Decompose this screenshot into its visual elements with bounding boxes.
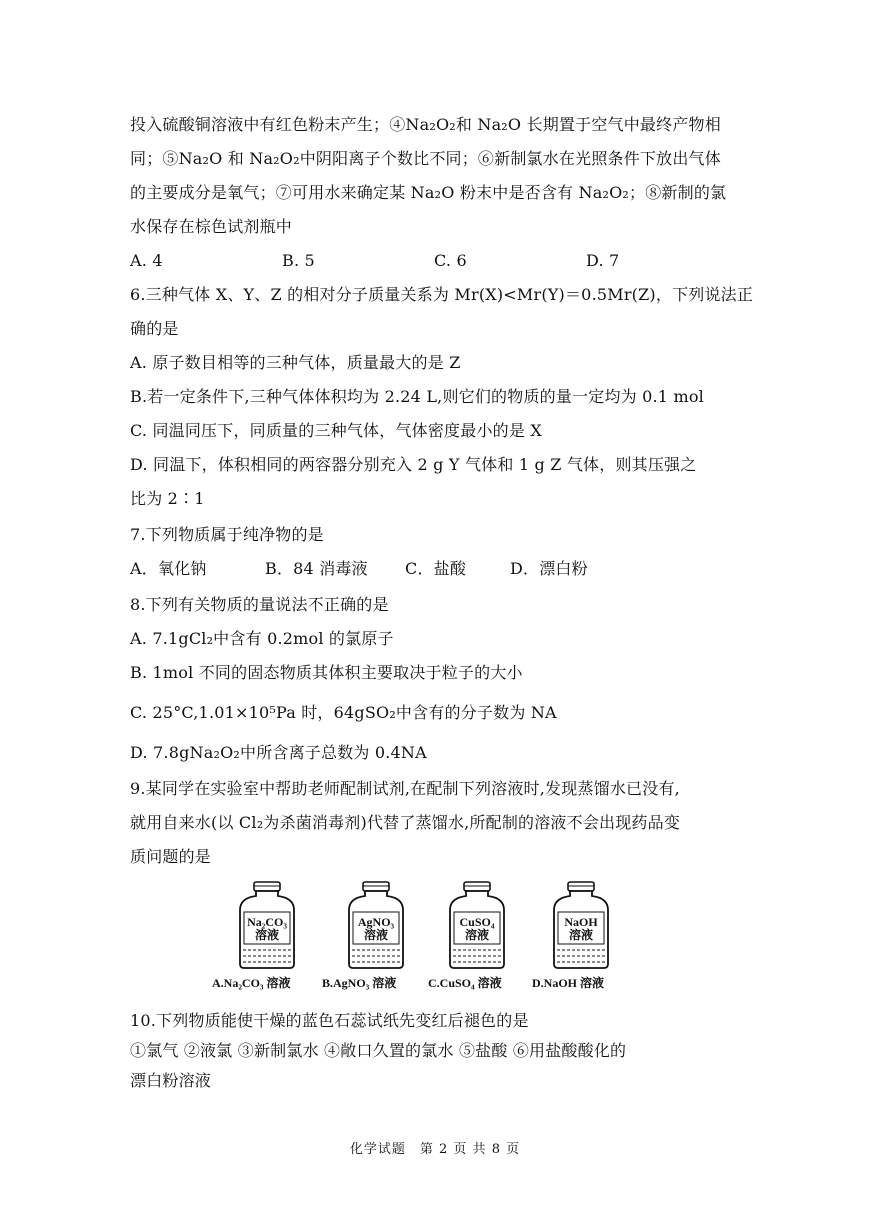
q8-choice-c: C. 25°C,1.01×10⁵Pa 时，64gSO₂中含有的分子数为 NA xyxy=(130,703,557,722)
q10-options: ①氯气 ②液氯 ③新制氯水 ④敞口久置的氯水 ⑤盐酸 ⑥用盐酸酸化的 xyxy=(130,1041,627,1060)
bottle-label: Na₂CO₃ 溶液 xyxy=(247,915,287,942)
q6-stem: 确的是 xyxy=(130,319,179,338)
bottle-caption-a: A.Na₂CO₃ 溶液 xyxy=(212,976,291,990)
bottle-caption-c: C.CuSO₄ 溶液 xyxy=(428,976,502,990)
text-line: 水保存在棕色试剂瓶中 xyxy=(130,217,293,236)
choice-a: A. 4 xyxy=(130,251,163,270)
text-line: 的主要成分是氧气；⑦可用水来确定某 Na₂O 粉末中是否含有 Na₂O₂；⑧新制的氯 xyxy=(130,183,727,202)
q9-stem: 9.某同学在实验室中帮助老师配制试剂,在配制下列溶液时,发现蒸馏水已没有, xyxy=(130,779,680,798)
q6-stem: 6.三种气体 X、Y、Z 的相对分子质量关系为 Mr(X)<Mr(Y)＝0.5Mr(Z)，下列说法正 xyxy=(130,285,754,304)
q9-stem: 就用自来水(以 Cl₂为杀菌消毒剂)代替了蒸馏水,所配制的溶液不会出现药品变 xyxy=(130,813,681,832)
choice-c: C. 6 xyxy=(434,251,467,270)
q9-stem: 质问题的是 xyxy=(130,847,212,866)
q6-choice-c: C. 同温同压下，同质量的三种气体，气体密度最小的是 X xyxy=(130,421,542,440)
q8-choice-d: D. 7.8gNa₂O₂中所含离子总数为 0.4NA xyxy=(130,743,427,762)
choice-a: A．氧化钠 xyxy=(130,559,207,578)
text-line: 投入硫酸铜溶液中有红色粉末产生；④Na₂O₂和 Na₂O 长期置于空气中最终产物相 xyxy=(130,115,721,134)
bottle-label: CuSO₄ 溶液 xyxy=(459,915,495,942)
bottle-caption-d: D.NaOH 溶液 xyxy=(532,976,605,990)
choice-d: D. 7 xyxy=(586,251,620,270)
q8-choice-a: A. 7.1gCl₂中含有 0.2mol 的氯原子 xyxy=(130,629,394,648)
bottle-caption-b: B.AgNO₃ 溶液 xyxy=(322,976,397,990)
choice-b: B．84 消毒液 xyxy=(265,559,368,578)
q5-choices xyxy=(130,244,750,278)
q7-choices xyxy=(130,552,750,586)
q6-choice-d: 比为 2∶1 xyxy=(130,489,205,508)
bottle-b xyxy=(343,880,409,970)
q10-options: 漂白粉溶液 xyxy=(130,1071,212,1090)
bottle-c xyxy=(444,880,510,970)
bottle-d xyxy=(548,880,614,970)
choice-c: C．盐酸 xyxy=(405,559,467,578)
q6-choice-a: A. 原子数目相等的三种气体，质量最大的是 Z xyxy=(130,353,461,372)
page-footer: 化学试题 第 2 页 共 8 页 xyxy=(349,1142,521,1157)
q6-choice-b: B.若一定条件下,三种气体体积均为 2.24 L,则它们的物质的量一定均为 0.1 mol xyxy=(130,387,704,406)
q8-choice-b: B. 1mol 不同的固态物质其体积主要取决于粒子的大小 xyxy=(130,663,523,682)
q10-text xyxy=(130,1006,750,1096)
choice-b: B. 5 xyxy=(282,251,315,270)
bottle-a xyxy=(234,880,300,970)
q10-stem: 10.下列物质能使干燥的蓝色石蕊试纸先变红后褪色的是 xyxy=(130,1011,529,1030)
q8-stem: 8.下列有关物质的量说法不正确的是 xyxy=(130,595,389,614)
choice-d: D．漂白粉 xyxy=(510,559,588,578)
q7-stem: 7.下列物质属于纯净物的是 xyxy=(130,525,324,544)
bottle-label: NaOH 溶液 xyxy=(564,915,598,942)
bottle-label: AgNO₃ 溶液 xyxy=(357,915,395,942)
reagent-bottles-figure xyxy=(212,880,632,995)
text-line: 同；⑤Na₂O 和 Na₂O₂中阴阳离子个数比不同；⑥新制氯水在光照条件下放出气体 xyxy=(130,149,721,168)
question-text xyxy=(130,108,754,874)
q6-choice-d: D. 同温下，体积相同的两容器分别充入 2 g Y 气体和 1 g Z 气体，则其压强之 xyxy=(130,455,697,474)
